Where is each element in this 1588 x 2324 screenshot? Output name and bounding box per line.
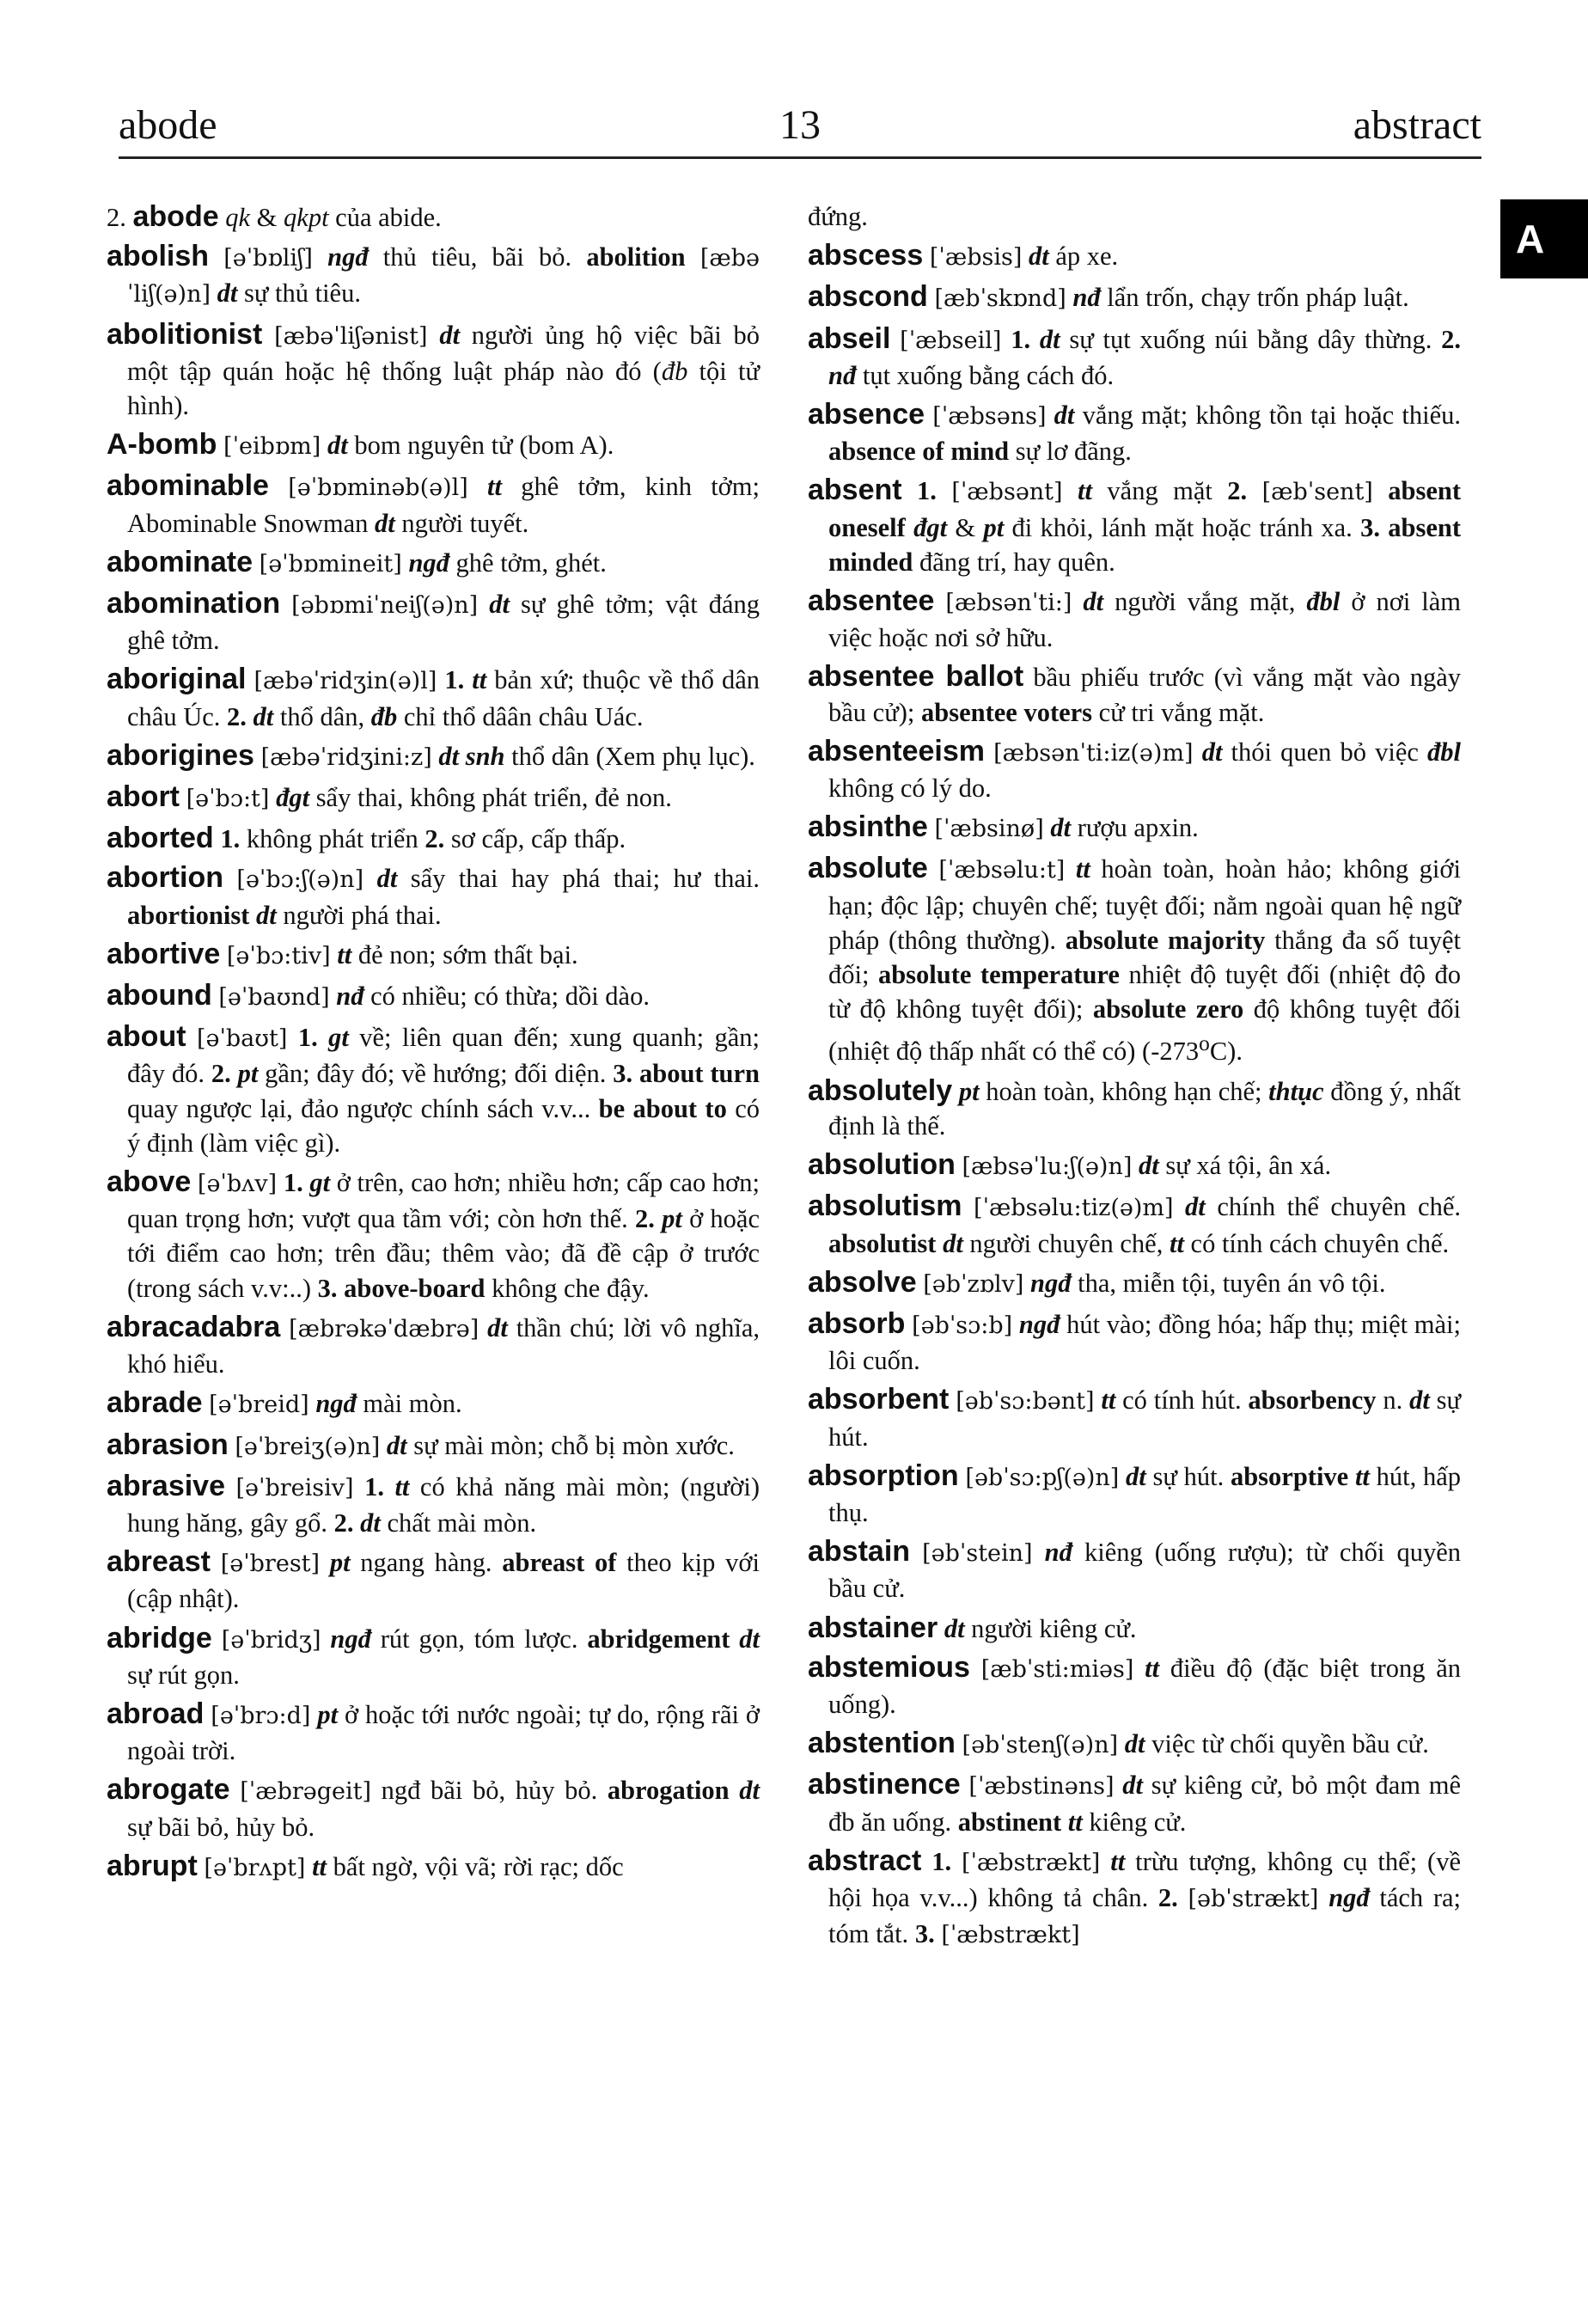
dictionary-entry: absolutism [ˈæbsəlu:tiz(ə)m] dt chính thể chuyên chế. absolutist dt người chuyên chế, tt có tính cách chuyên chế. bbox=[808, 1190, 1462, 1258]
dictionary-entry: absent 1. [ˈæbsənt] tt vắng mặt 2. [æbˈsent] absent oneself đgt & pt đi khỏi, lánh mặt hoặc tránh xa. 3. absent minded đãng trí, hay quên. bbox=[808, 474, 1462, 577]
dictionary-entry: abominate [əˈbɒmineit] ngđ ghê tởm, ghét. bbox=[107, 545, 607, 578]
dictionary-entry: absentee ballot bầu phiếu trước (vì vắng mặt vào ngày bầu cử); absentee voters cử tri vắng mặt. bbox=[808, 660, 1461, 727]
dictionary-entry: aborted 1. không phát triển 2. sơ cấp, cấp thấp. bbox=[107, 822, 626, 855]
dictionary-entry: absorb [əbˈsɔ:b] ngđ hút vào; đồng hóa; hấp thụ; miệt mài; lôi cuốn. bbox=[808, 1307, 1462, 1376]
dictionary-entry: abortion [əˈbɔ:ʃ(ə)n] dt sẩy thai hay phá thai; hư thai. abortionist dt người phá thai. bbox=[107, 861, 760, 930]
dictionary-entry: abstention [əbˈstenʃ(ə)n] dt việc từ chối quyền bầu cử. bbox=[808, 1727, 1429, 1760]
dictionary-entry: abreast [əˈbrest] pt ngang hàng. abreast of theo kịp với (cập nhật). bbox=[107, 1545, 760, 1614]
dictionary-entry: abstainer dt người kiêng cử. bbox=[808, 1611, 1137, 1644]
dictionary-entry: absorption [əbˈsɔ:pʃ(ə)n] dt sự hút. absorptive tt hút, hấp thụ. bbox=[808, 1459, 1461, 1528]
dictionary-entry: abrasion [əˈbreiʒ(ə)n] dt sự mài mòn; chỗ bị mòn xước. bbox=[107, 1428, 735, 1461]
dictionary-entry: abstemious [æbˈsti:miəs] tt điều độ (đặc biệt trong ăn uống). bbox=[808, 1650, 1462, 1720]
dictionary-entry: abscess [ˈæbsis] dt áp xe. bbox=[808, 239, 1119, 272]
dictionary-entry: abracadabra [æbrəkəˈdæbrə] dt thần chú; lời vô nghĩa, khó hiểu. bbox=[107, 1310, 760, 1379]
dictionary-entry: abstain [əbˈstein] nđ kiêng (uống rượu); từ chối quyền bầu cử. bbox=[808, 1535, 1462, 1604]
page-number: 13 bbox=[779, 102, 821, 148]
right-column bbox=[808, 199, 1461, 1958]
dictionary-entry: abrupt [əˈbrʌpt] tt bất ngờ, vội vã; rời rạc; dốc bbox=[107, 1849, 624, 1882]
dictionary-entry: 2. abode qk & qkpt của abide. bbox=[107, 200, 442, 233]
dictionary-entry: abscond [æbˈskɒnd] nđ lẩn trốn, chạy trốn pháp luật. bbox=[808, 280, 1409, 314]
dictionary-entry: absorbent [əbˈsɔ:bənt] tt có tính hút. absorbency n. dt sự hút. bbox=[808, 1383, 1462, 1452]
dictionary-entry: đứng. bbox=[808, 202, 868, 231]
dictionary-entry: abrade [əˈbreid] ngđ mài mòn. bbox=[107, 1386, 462, 1420]
dictionary-entry: absolute [ˈæbsəlu:t] tt hoàn toàn, hoàn hảo; không giới hạn; độc lập; chuyên chế; tuyệt đối; nằm ngoài quan hệ ngữ pháp (thông thường). absolute majority thắng đa số tuyệt đối; absolute temperature nhiệt độ tuyệt đối (nhiệt độ đo từ độ không tuyệt đối); absolute zero độ không tuyệt đối (nhiệt độ thấp nhất có thể có) (-273$^o$C). bbox=[808, 852, 1462, 1067]
letter-tab-label: A bbox=[1516, 217, 1545, 261]
dictionary-entry: abstract 1. [ˈæbstrækt] tt trừu tượng, không cụ thể; (về hội họa v.v...) không tả chân. 2. [əbˈstrækt] ngđ tách ra; tóm tắt. 3. [ˈæbstrækt] bbox=[808, 1844, 1462, 1949]
dictionary-entry: aborigines [æbəˈridʒini:z] dt snh thổ dân (Xem phụ lục). bbox=[107, 738, 755, 772]
dictionary-entry: abstinence [ˈæbstinəns] dt sự kiêng cử, bỏ một đam mê đb ăn uống. abstinent tt kiêng cử. bbox=[808, 1768, 1462, 1837]
dictionary-entry: absentee [æbsənˈti:] dt người vắng mặt, đbl ở nơi làm việc hoặc nơi sở hữu. bbox=[808, 584, 1462, 653]
letter-tab bbox=[1500, 199, 1588, 278]
dictionary-entry: absinthe [ˈæbsinø] dt rượu apxin. bbox=[808, 810, 1199, 844]
dictionary-entry: abroad [əˈbrɔ:d] pt ở hoặc tới nước ngoài; tự do, rộng rãi ở ngoài trời. bbox=[107, 1697, 760, 1766]
dictionary-entry: A-bomb [ˈeibɒm] dt bom nguyên tử (bom A). bbox=[107, 428, 614, 462]
dictionary-entry: abominable [əˈbɒminəb(ə)l] tt ghê tởm, kinh tởm; Abominable Snowman dt người tuyết. bbox=[107, 469, 760, 538]
dictionary-entry: absenteeism [æbsənˈti:iz(ə)m] dt thói quen bỏ việc đbl không có lý do. bbox=[808, 734, 1461, 804]
left-column bbox=[107, 199, 760, 1890]
running-header bbox=[119, 96, 1481, 159]
dictionary-entry: absolution [æbsəˈlu:ʃ(ə)n] dt sự xá tội, ân xá. bbox=[808, 1148, 1332, 1182]
dictionary-entry: abrogate [ˈæbrəgeit] ngđ bãi bỏ, hủy bỏ. abrogation dt sự bãi bỏ, hủy bỏ. bbox=[107, 1773, 760, 1842]
dictionary-entry: aboriginal [æbəˈridʒin(ə)l] 1. tt bản xứ; thuộc về thổ dân châu Úc. 2. dt thổ dân, đb chỉ thổ dâân châu Uác. bbox=[107, 663, 760, 731]
dictionary-entry: abortive [əˈbɔ:tiv] tt đẻ non; sớm thất bại. bbox=[107, 937, 578, 970]
dictionary-entry: abrasive [əˈbreisiv] 1. tt có khả năng mài mòn; (người) hung hăng, gây gổ. 2. dt chất mài mòn. bbox=[107, 1469, 760, 1538]
header-first-word: abode bbox=[119, 102, 217, 148]
dictionary-entry: absolutely pt hoàn toàn, không hạn chế; thtục đồng ý, nhất định là thế. bbox=[808, 1073, 1462, 1141]
dictionary-entry: abseil [ˈæbseil] 1. dt sự tụt xuống núi bằng dây thừng. 2. nđ tụt xuống bằng cách đó. bbox=[808, 321, 1462, 390]
dictionary-entry: abort [əˈbɔ:t] đgt sẩy thai, không phát triển, đẻ non. bbox=[107, 780, 672, 814]
dictionary-entry: abridge [əˈbridʒ] ngđ rút gọn, tóm lược. abridgement dt sự rút gọn. bbox=[107, 1621, 760, 1690]
dictionary-entry: about [əˈbaʊt] 1. gt về; liên quan đến; xung quanh; gần; đây đó. 2. pt gần; đây đó; về hướng; đối diện. 3. about turn quay ngược lại, đảo ngược chính sách v.v... be about to có ý định (làm việc gì). bbox=[107, 1020, 760, 1158]
dictionary-entry: abound [əˈbaʊnd] nđ có nhiều; có thừa; dồi dào. bbox=[107, 979, 650, 1012]
dictionary-entry: absolve [əbˈzɒlv] ngđ tha, miễn tội, tuyên án vô tội. bbox=[808, 1265, 1386, 1299]
dictionary-entry: abolitionist [æbəˈliʃənist] dt người ủng hộ việc bãi bỏ một tập quán hoặc hệ thống luật pháp nào đó (đb tội tử hình). bbox=[107, 317, 760, 421]
header-last-word: abstract bbox=[1353, 102, 1481, 148]
dictionary-entry: absence [ˈæbsəns] dt vắng mặt; không tồn tại hoặc thiếu. absence of mind sự lơ đãng. bbox=[808, 398, 1461, 467]
dictionary-entry: above [əˈbʌv] 1. gt ở trên, cao hơn; nhiều hơn; cấp cao hơn; quan trọng hơn; vượt qua tầm với; còn hơn thế. 2. pt ở hoặc tới điểm cao hơn; trên đầu; thêm vào; đã đề cập ở trước (trong sách v.v:..) 3. above-board không che đậy. bbox=[107, 1165, 760, 1303]
dictionary-entry: abolish [əˈbɒliʃ] ngđ thủ tiêu, bãi bỏ. abolition [æbəˈliʃ(ə)n] dt sự thủ tiêu. bbox=[107, 240, 760, 309]
dictionary-entry: abomination [əbɒmiˈneiʃ(ə)n] dt sự ghê tởm; vật đáng ghê tởm. bbox=[107, 587, 760, 656]
